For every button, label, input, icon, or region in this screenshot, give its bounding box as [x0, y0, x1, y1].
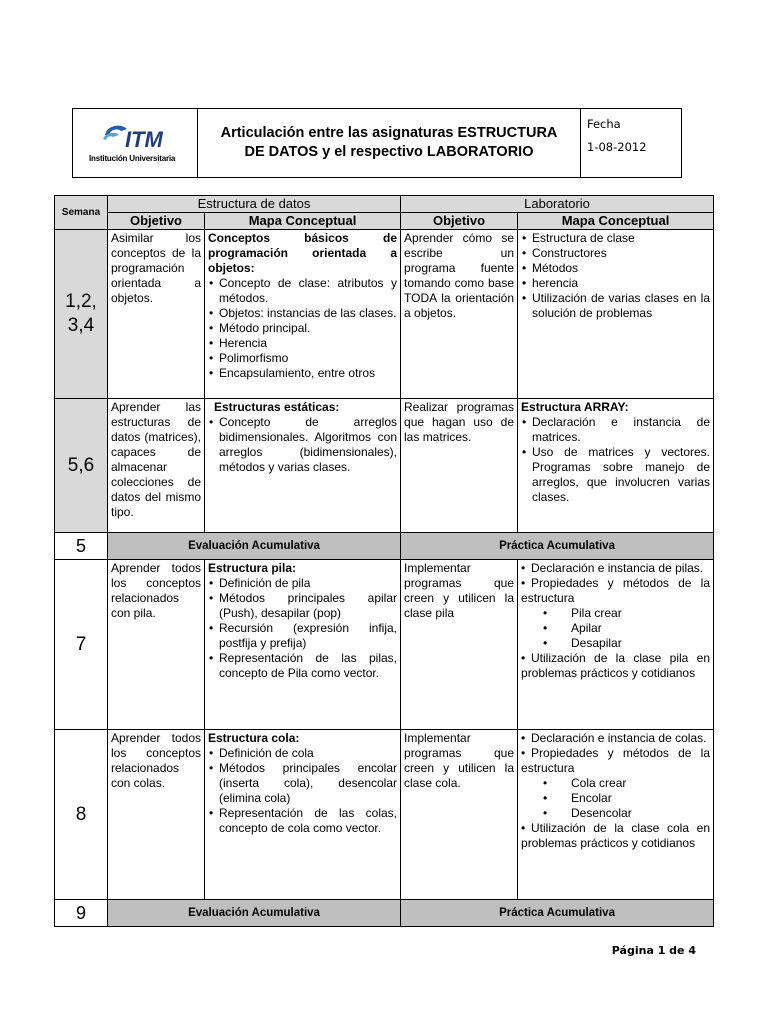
- list-item: • Representación de las pilas, concepto de Pila como vector.: [219, 651, 397, 681]
- document-title: [198, 109, 581, 178]
- lab-sub-list: [521, 606, 710, 651]
- list-item: • Utilización de la clase cola en problemas prácticos y cotidianos: [521, 821, 711, 850]
- svg-text:ITM: ITM: [125, 127, 163, 151]
- lab-concept-list: [521, 731, 710, 776]
- list-item: • Propiedades y métodos de la estructura: [521, 576, 711, 605]
- logo-subtitle: Institución Universitaria: [89, 154, 176, 163]
- date-value: 1-08-2012: [587, 140, 647, 154]
- practice-label: Práctica Acumulativa: [401, 533, 714, 560]
- estructura-header: Estructura de datos: [108, 196, 401, 213]
- list-item: • Encapsulamiento, entre otros: [219, 366, 397, 381]
- logo-cell: [73, 109, 198, 178]
- list-item: • Propiedades y métodos de la estructura: [521, 746, 711, 775]
- week-cell: 9: [55, 900, 108, 927]
- list-item: • Concepto de clase: atributos y métodos.: [219, 276, 397, 306]
- itm-logo: [89, 119, 189, 169]
- lab-objective-cell: Implementar programas que creen y utilicen la clase pila: [401, 560, 518, 730]
- objective-cell: Aprender todos los conceptos relacionados con pila.: [108, 560, 205, 730]
- practice-label: Práctica Acumulativa: [401, 900, 714, 927]
- table-row: [55, 730, 714, 900]
- list-item: • Declaración e instancia de pilas.: [521, 561, 704, 575]
- table-row: [55, 560, 714, 730]
- concept-map-list: [208, 746, 397, 836]
- articulation-table: [54, 195, 714, 927]
- concept-map-list: [208, 576, 397, 681]
- lab-concept-list: [521, 231, 710, 321]
- lab-concept-map-cell: [518, 230, 714, 399]
- laboratorio-header: Laboratorio: [401, 196, 714, 213]
- objective-cell: Aprender todos los conceptos relacionados con colas.: [108, 730, 205, 900]
- concept-map-cell: [205, 230, 401, 399]
- list-item: • Desencolar: [571, 806, 710, 821]
- week-cell: 8: [55, 730, 108, 900]
- evaluation-label: Evaluación Acumulativa: [108, 533, 401, 560]
- concept-map-cell: [205, 560, 401, 730]
- concept-map-title: Estructura cola:: [208, 731, 300, 745]
- date-label: Fecha: [587, 117, 621, 131]
- objective-cell: Aprender las estructuras de datos (matrices), capaces de almacenar colecciones de datos del mismo tipo.: [108, 399, 205, 533]
- week-cell: 7: [55, 560, 108, 730]
- itm-logo-icon: [101, 121, 181, 151]
- lab-mapa-header: Mapa Conceptual: [518, 213, 714, 230]
- list-item: • Concepto de arreglos bidimensionales. Algoritmos con arreglos (bidimensionales), métodos y varias clases.: [219, 415, 397, 475]
- lab-sub-list: [521, 776, 710, 821]
- list-item: • Utilización de la clase pila en problemas prácticos y cotidianos: [521, 651, 711, 680]
- week-cell: 5: [55, 533, 108, 560]
- list-item: • Representación de las colas, concepto de cola como vector.: [219, 806, 397, 836]
- concept-map-cell: [205, 399, 401, 533]
- lab-objective-cell: Implementar programas que creen y utilicen la clase cola.: [401, 730, 518, 900]
- evaluation-row: [55, 900, 714, 927]
- concept-map-title: Estructuras estáticas:: [214, 400, 340, 414]
- title-line-1: Articulación entre las asignaturas ESTRUCTURA: [220, 125, 558, 141]
- lab-objective-cell: Aprender cómo se escribe un programa fuente tomando como base TODA la orientación a objetos.: [401, 230, 518, 399]
- list-item: • Polimorfismo: [219, 351, 397, 366]
- lab-concept-map-cell: [518, 399, 714, 533]
- list-item: • Métodos: [532, 261, 710, 276]
- list-item: • Método principal.: [219, 321, 397, 336]
- list-item: • herencia: [532, 276, 710, 291]
- list-item: • Métodos principales apilar (Push), desapilar (pop): [219, 591, 397, 621]
- page-number: Página 1 de 4: [611, 944, 696, 957]
- list-item: • Encolar: [571, 791, 710, 806]
- list-item: • Herencia: [219, 336, 397, 351]
- concept-map-list: [208, 415, 397, 475]
- concept-map-title: Conceptos básicos de programación orientada a objetos:: [208, 231, 398, 275]
- header-table: [72, 108, 682, 178]
- table-row: [55, 230, 714, 399]
- date-cell: [581, 109, 682, 178]
- concept-map-list: [208, 276, 397, 381]
- lab-concept-map-cell: [518, 560, 714, 730]
- list-item: • Declaración e instancia de matrices.: [532, 415, 710, 445]
- lab-concept-title: Estructura ARRAY:: [521, 400, 629, 414]
- mapa-header: Mapa Conceptual: [205, 213, 401, 230]
- list-item: • Estructura de clase: [532, 231, 710, 246]
- list-item: • Uso de matrices y vectores. Programas sobre manejo de arreglos, que involucren varias clases.: [532, 445, 710, 505]
- list-item: • Pila crear: [571, 606, 710, 621]
- list-item: • Utilización de varias clases en la solución de problemas: [532, 291, 710, 321]
- lab-concept-map-cell: [518, 730, 714, 900]
- list-item: • Declaración e instancia de colas.: [521, 731, 707, 745]
- title-line-2: DE DATOS y el respectivo LABORATORIO: [244, 144, 534, 160]
- lab-concept-list: [521, 415, 710, 505]
- evaluation-row: [55, 533, 714, 560]
- week-cell: 5,6: [55, 399, 108, 533]
- list-item: • Objetos: instancias de las clases.: [219, 306, 397, 321]
- list-item: • Definición de cola: [219, 746, 397, 761]
- lab-objetivo-header: Objetivo: [401, 213, 518, 230]
- list-item: • Constructores: [532, 246, 710, 261]
- semana-header: Semana: [55, 196, 108, 230]
- list-item: • Recursión (expresión infija, postfija y prefija): [219, 621, 397, 651]
- lab-concept-list: [521, 561, 710, 606]
- evaluation-label: Evaluación Acumulativa: [108, 900, 401, 927]
- list-item: • Desapilar: [571, 636, 710, 651]
- list-item: • Cola crear: [571, 776, 710, 791]
- table-row: [55, 399, 714, 533]
- lab-objective-cell: Realizar programas que hagan uso de las matrices.: [401, 399, 518, 533]
- objetivo-header: Objetivo: [108, 213, 205, 230]
- list-item: • Apilar: [571, 621, 710, 636]
- objective-cell: Asimilar los conceptos de la programación orientada a objetos.: [108, 230, 205, 399]
- concept-map-cell: [205, 730, 401, 900]
- week-cell: 1,2, 3,4: [55, 230, 108, 399]
- concept-map-title: Estructura pila:: [208, 561, 297, 575]
- list-item: • Definición de pila: [219, 576, 397, 591]
- list-item: • Métodos principales encolar (inserta cola), desencolar (elimina cola): [219, 761, 397, 806]
